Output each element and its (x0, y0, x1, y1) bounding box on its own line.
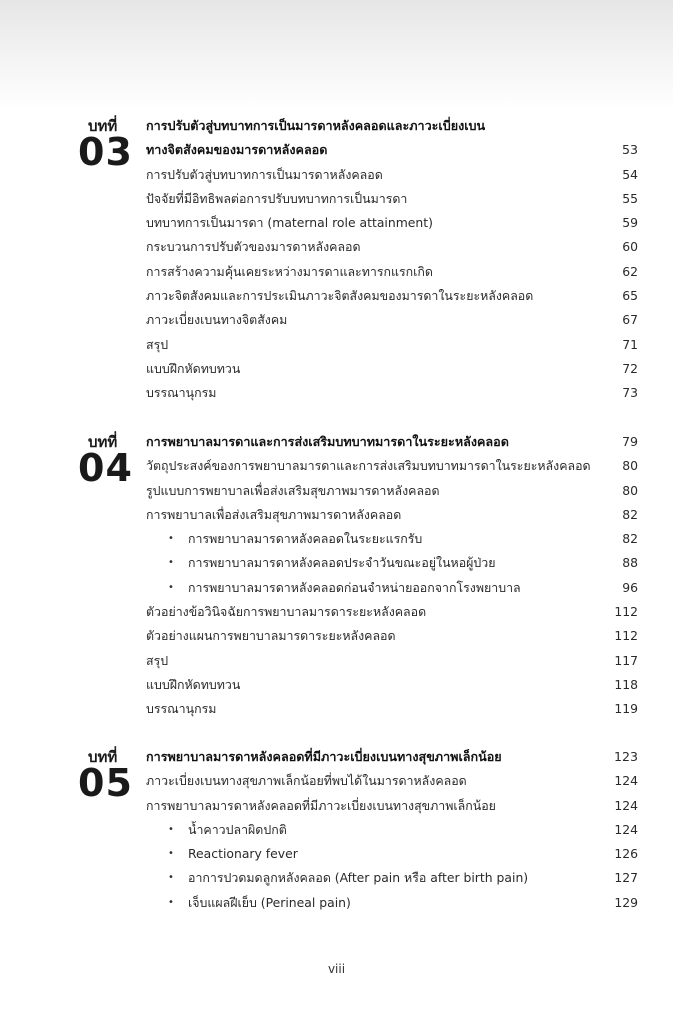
bullet-icon: • (168, 872, 174, 884)
entry-title: ภาวะจิตสังคมและการประเมินภาวะจิตสังคมของมารดาในระยะหลังคลอด (146, 288, 534, 304)
entry-title: แบบฝึกหัดทบทวน (146, 360, 241, 376)
toc-entry (146, 333, 638, 357)
toc-entry (146, 649, 638, 673)
entry-title: การพยาบาลเพื่อส่งเสริมสุขภาพมารดาหลังคลอด (146, 506, 402, 522)
entry-title: แบบฝึกหัดทบทวน (146, 676, 241, 692)
entry-title: การสร้างความคุ้นเคยระหว่างมารดาและทารกแรกเกิด (146, 263, 433, 279)
chapter-title-row (146, 114, 638, 138)
entry-title: ทางจิตสังคมของมารดาหลังคลอด (146, 142, 328, 158)
toc-entry (146, 211, 638, 235)
entry-title: การปรับตัวสู่บทบาทการเป็นมารดาหลังคลอดและภาวะเบี่ยงเบน (146, 118, 486, 133)
entry-page-number: 80 (622, 458, 638, 474)
chapter-entries (146, 430, 638, 722)
entry-page-number: 72 (622, 360, 638, 376)
entry-page-number: 124 (614, 821, 638, 837)
entry-title: กระบวนการปรับตัวของมารดาหลังคลอด (146, 239, 361, 255)
entry-page-number: 117 (614, 652, 638, 668)
entry-title: การพยาบาลมารดาและการส่งเสริมบทบาทมารดาในระยะหลังคลอด (146, 434, 509, 449)
chapter-title-row (146, 430, 638, 454)
toc-entry (146, 260, 638, 284)
entry-title: บรรณานุกรม (146, 385, 217, 401)
toc-entry (146, 381, 638, 405)
entry-title: การพยาบาลมารดาหลังคลอดในระยะแรกรับ (188, 531, 423, 547)
entry-page-number: 53 (621, 142, 638, 158)
bullet-icon: • (168, 557, 174, 569)
toc-subentry (146, 866, 638, 890)
chapter-number: 05 (78, 761, 133, 805)
bullet-icon: • (168, 823, 174, 835)
toc-subentry (146, 842, 638, 866)
entry-title: สรุป (146, 336, 169, 352)
toc-entry (146, 187, 638, 211)
entry-page-number: 112 (614, 628, 638, 644)
toc-entry (146, 308, 638, 332)
chapter-entries (146, 114, 638, 406)
entry-title: การพยาบาลมารดาหลังคลอดประจำวันขณะอยู่ในหอผู้ป่วย (188, 555, 496, 571)
toc-subentry (146, 527, 638, 551)
bullet-icon: • (168, 533, 174, 545)
entry-title: บทบาทการเป็นมารดา (maternal role attainment) (146, 215, 433, 231)
bullet-icon: • (168, 896, 174, 908)
entry-page-number: 55 (622, 190, 638, 206)
chapter-title-row (146, 138, 638, 162)
toc-subentry (146, 551, 638, 575)
entry-page-number: 119 (614, 701, 638, 717)
entry-title: ปัจจัยที่มีอิทธิพลต่อการปรับบทบาทการเป็นมารดา (146, 190, 408, 206)
toc-entry (146, 163, 638, 187)
chapter-entries (146, 745, 638, 915)
entry-page-number: 123 (613, 749, 638, 764)
page-footer-number: viii (327, 962, 346, 976)
toc-subentry (146, 891, 638, 915)
entry-title: การพยาบาลมารดาหลังคลอดที่มีภาวะเบี่ยงเบนทางสุขภาพเล็กน้อย (146, 749, 502, 764)
entry-page-number: 60 (622, 239, 638, 255)
toc-subentry (146, 818, 638, 842)
entry-page-number: 79 (621, 434, 638, 449)
toc-entry (146, 357, 638, 381)
toc-entry (146, 794, 638, 818)
entry-title: วัตถุประสงค์ของการพยาบาลมารดาและการส่งเสริมบทบาทมารดาในระยะหลังคลอด (146, 458, 591, 474)
entry-page-number: 96 (622, 579, 638, 595)
entry-page-number: 80 (622, 482, 638, 498)
toc-entry (146, 624, 638, 648)
toc-entry (146, 454, 638, 478)
toc-entry (146, 284, 638, 308)
entry-page-number: 54 (622, 166, 638, 182)
entry-page-number: 88 (622, 555, 638, 571)
entry-title: บรรณานุกรม (146, 701, 217, 717)
entry-title: อาการปวดมดลูกหลังคลอด (After pain หรือ after birth pain) (188, 870, 529, 886)
entry-title: สรุป (146, 652, 169, 668)
entry-title: ตัวอย่างข้อวินิจฉัยการพยาบาลมารดาระยะหลังคลอด (146, 604, 427, 620)
entry-title: การพยาบาลมารดาหลังคลอดที่มีภาวะเบี่ยงเบนทางสุขภาพเล็กน้อย (146, 797, 496, 813)
toc-entry (146, 479, 638, 503)
toc-entry (146, 235, 638, 259)
toc-entry (146, 503, 638, 527)
entry-page-number: 118 (614, 676, 638, 692)
chapter-label: บทที่ (88, 748, 118, 766)
entry-title: การปรับตัวสู่บทบาทการเป็นมารดาหลังคลอด (146, 166, 383, 182)
toc-entry (146, 600, 638, 624)
entry-page-number: 65 (622, 288, 638, 304)
chapter-label: บทที่ (88, 433, 118, 451)
entry-page-number: 73 (622, 385, 638, 401)
toc-entry (146, 697, 638, 721)
entry-page-number: 127 (614, 870, 638, 886)
entry-page-number: 82 (622, 531, 638, 547)
page-top-shadow (0, 0, 673, 110)
entry-title: เจ็บแผลฝีเย็บ (Perineal pain) (188, 894, 351, 910)
entry-page-number: 126 (614, 846, 638, 862)
entry-page-number: 124 (614, 797, 638, 813)
entry-title: ภาวะเบี่ยงเบนทางจิตสังคม (146, 312, 288, 328)
entry-page-number: 124 (614, 773, 638, 789)
bullet-icon: • (168, 848, 174, 860)
chapter-number: 03 (78, 130, 133, 174)
entry-title: น้ำคาวปลาผิดปกติ (188, 821, 287, 837)
entry-page-number: 82 (622, 506, 638, 522)
chapter-title-row (146, 745, 638, 769)
entry-title: ตัวอย่างแผนการพยาบาลมารดาระยะหลังคลอด (146, 628, 396, 644)
entry-title: การพยาบาลมารดาหลังคลอดก่อนจำหน่ายออกจากโรงพยาบาล (188, 579, 521, 595)
entry-title: รูปแบบการพยาบาลเพื่อส่งเสริมสุขภาพมารดาหลังคลอด (146, 482, 440, 498)
entry-page-number: 71 (622, 336, 638, 352)
entry-page-number: 112 (614, 604, 638, 620)
chapter-number: 04 (78, 446, 133, 490)
entry-page-number: 59 (622, 215, 638, 231)
entry-title: Reactionary fever (188, 846, 298, 862)
entry-page-number: 62 (622, 263, 638, 279)
bullet-icon: • (168, 581, 174, 593)
toc-entry (146, 673, 638, 697)
entry-title: ภาวะเบี่ยงเบนทางสุขภาพเล็กน้อยที่พบได้ในมารดาหลังคลอด (146, 773, 467, 789)
entry-page-number: 67 (622, 312, 638, 328)
toc-subentry (146, 576, 638, 600)
chapter-label: บทที่ (88, 117, 118, 135)
toc-entry (146, 769, 638, 793)
entry-page-number: 129 (614, 894, 638, 910)
